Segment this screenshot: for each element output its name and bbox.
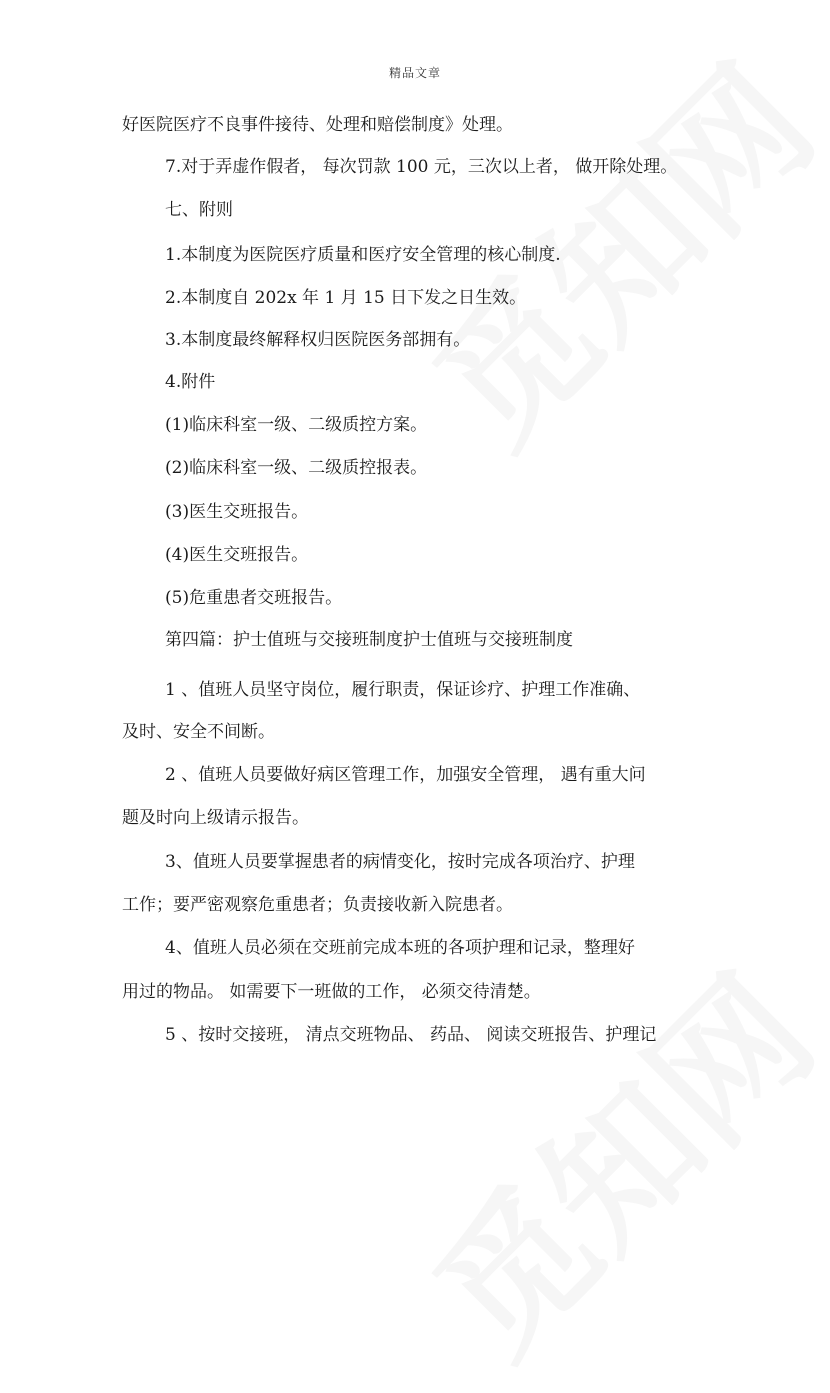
text-line: 好医院医疗不良事件接待、处理和赔偿制度》处理。 bbox=[122, 115, 513, 135]
attachment-item: (3)医生交班报告。 bbox=[165, 502, 309, 522]
text-line: 3.本制度最终解释权归医院医务部拥有。 bbox=[165, 330, 471, 350]
text-line: 4、值班人员必须在交班前完成本班的各项护理和记录，整理好 bbox=[165, 938, 635, 958]
text-line: 2 、值班人员要做好病区管理工作，加强安全管理， 遇有重大问 bbox=[165, 765, 646, 785]
attachment-item: (1)临床科室一级、二级质控方案。 bbox=[165, 415, 428, 435]
attachment-item: (5)危重患者交班报告。 bbox=[165, 588, 343, 608]
text-line: 1.本制度为医院医疗质量和医疗安全管理的核心制度. bbox=[165, 245, 561, 265]
text-line: 7.对于弄虚作假者， 每次罚款 100 元，三次以上者， 做开除处理。 bbox=[165, 157, 678, 177]
text-line: 1 、值班人员坚守岗位，履行职责，保证诊疗、护理工作准确、 bbox=[165, 680, 641, 700]
text-line: 3、值班人员要掌握患者的病情变化，按时完成各项治疗、护理 bbox=[165, 852, 635, 872]
text-line: 用过的物品。 如需要下一班做的工作， 必须交待清楚。 bbox=[122, 982, 541, 1002]
attachment-item: (2)临床科室一级、二级质控报表。 bbox=[165, 458, 428, 478]
attachment-item: (4)医生交班报告。 bbox=[165, 545, 309, 565]
text-line: 题及时向上级请示报告。 bbox=[122, 808, 309, 828]
text-line: 4.附件 bbox=[165, 372, 216, 392]
section-heading: 七、附则 bbox=[165, 200, 233, 220]
text-line: 5 、按时交接班， 清点交班物品、 药品、 阅读交班报告、护理记 bbox=[165, 1025, 657, 1045]
chapter-heading: 第四篇：护士值班与交接班制度护士值班与交接班制度 bbox=[165, 630, 573, 650]
page-header: 精品文章 bbox=[388, 66, 441, 80]
text-line: 工作；要严密观察危重患者；负责接收新入院患者。 bbox=[122, 895, 513, 915]
text-line: 2.本制度自 202x 年 1 月 15 日下发之日生效。 bbox=[165, 288, 527, 308]
text-line: 及时、安全不间断。 bbox=[122, 722, 275, 742]
